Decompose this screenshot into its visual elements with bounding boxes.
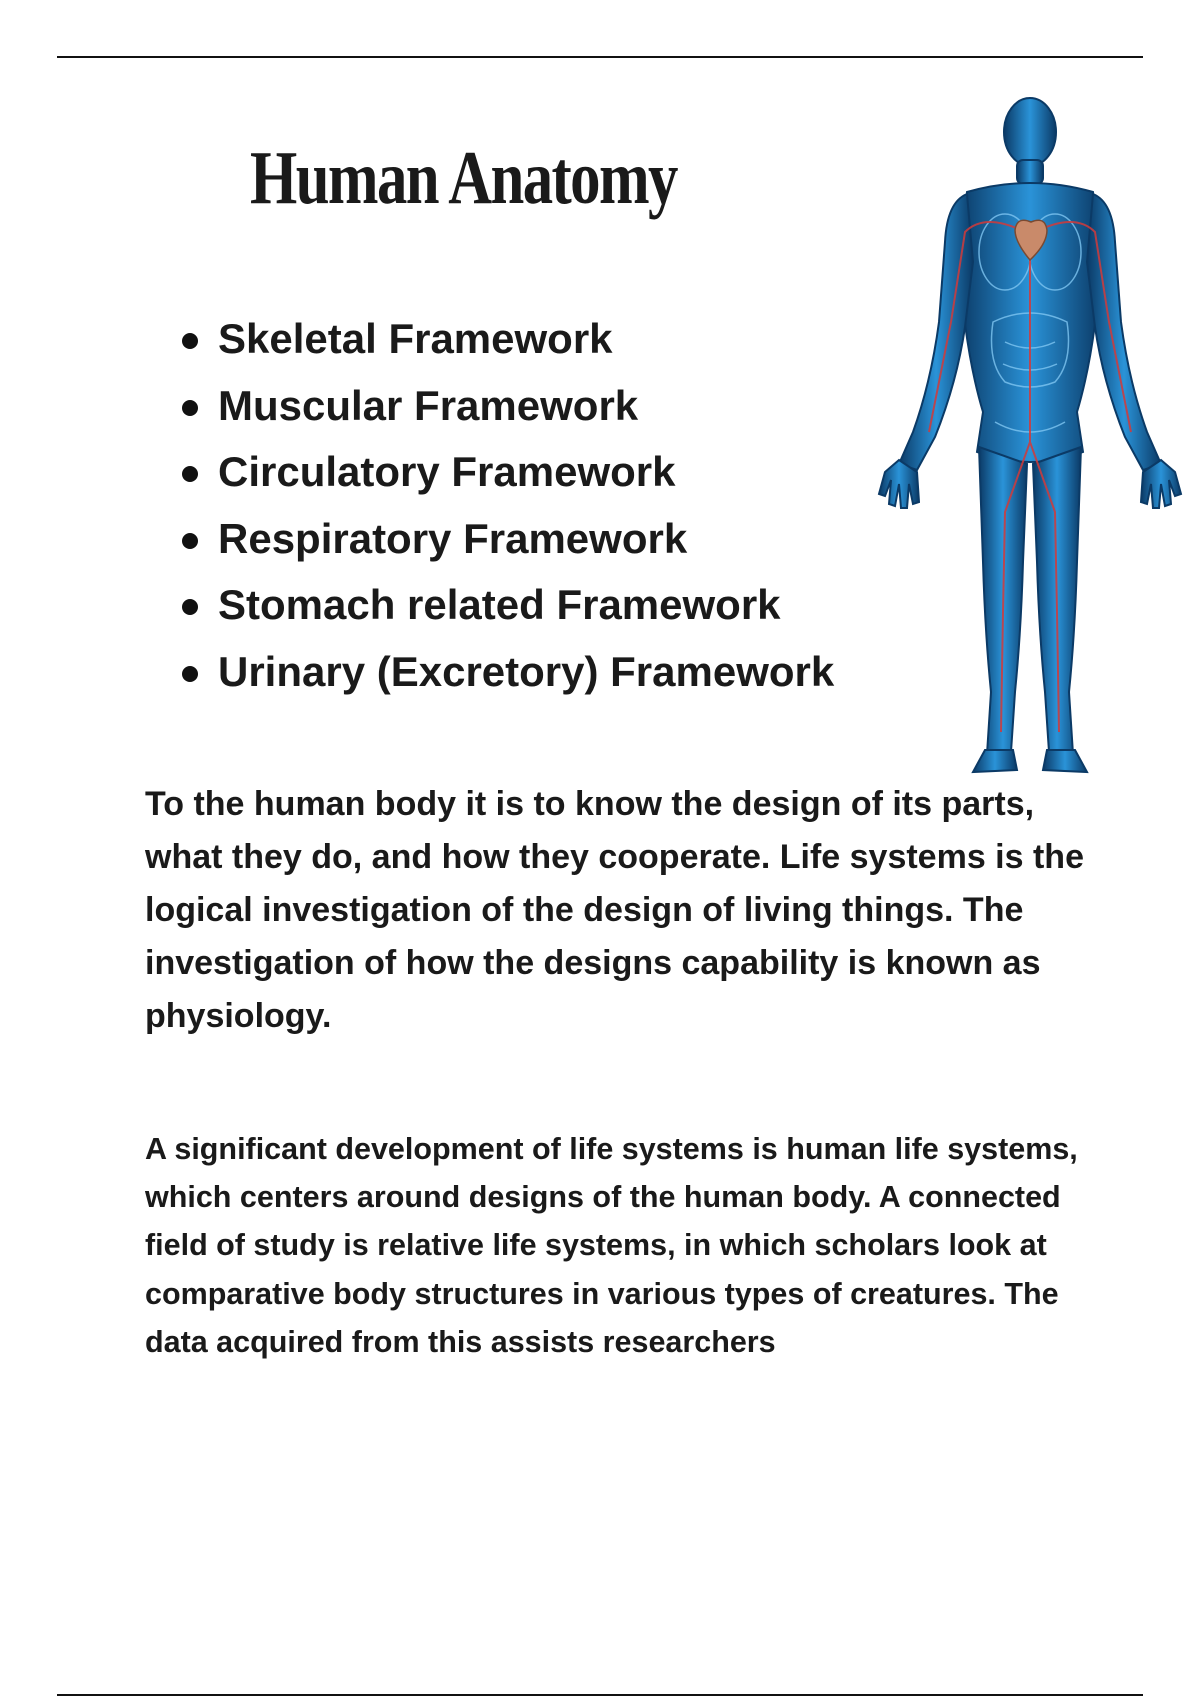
systems-list: [180, 306, 834, 705]
paragraph-development: A significant development of life systems is human life systems, which centers around designs of the human body. A connected field of study is relative life systems, in which scholars look at comparative body structures in various types of creatures. The data acquired from this assists researchers: [145, 1132, 1078, 1359]
list-item-label: Skeletal Framework: [218, 315, 613, 362]
list-item-label: Circulatory Framework: [218, 448, 676, 495]
bullet-icon: [182, 599, 198, 615]
bullet-icon: [182, 533, 198, 549]
list-item: [180, 572, 834, 639]
list-item: [180, 639, 834, 706]
list-item-label: Urinary (Excretory) Framework: [218, 647, 835, 695]
bottom-rule: [57, 1694, 1143, 1696]
bullet-icon: [182, 400, 198, 416]
list-item-label: Respiratory Framework: [218, 514, 688, 562]
list-item: [180, 439, 834, 506]
bullet-icon: [182, 666, 198, 682]
list-item-label: Stomach related Framework: [218, 581, 781, 628]
top-rule: [57, 56, 1143, 58]
human-body-figure: [855, 92, 1200, 792]
bullet-icon: [182, 466, 198, 482]
list-item: [180, 306, 834, 373]
list-item: [180, 373, 834, 440]
paragraph-intro: To the human body it is to know the design of its parts, what they do, and how they cooperate. Life systems is the logical investigation of the design of living things. The investigation of how the designs capability is known as physiology.: [145, 785, 1084, 1035]
list-item: [180, 506, 834, 573]
page-title: Human Anatomy: [250, 136, 677, 220]
bullet-icon: [182, 333, 198, 349]
list-item-label: Muscular Framework: [218, 381, 639, 429]
